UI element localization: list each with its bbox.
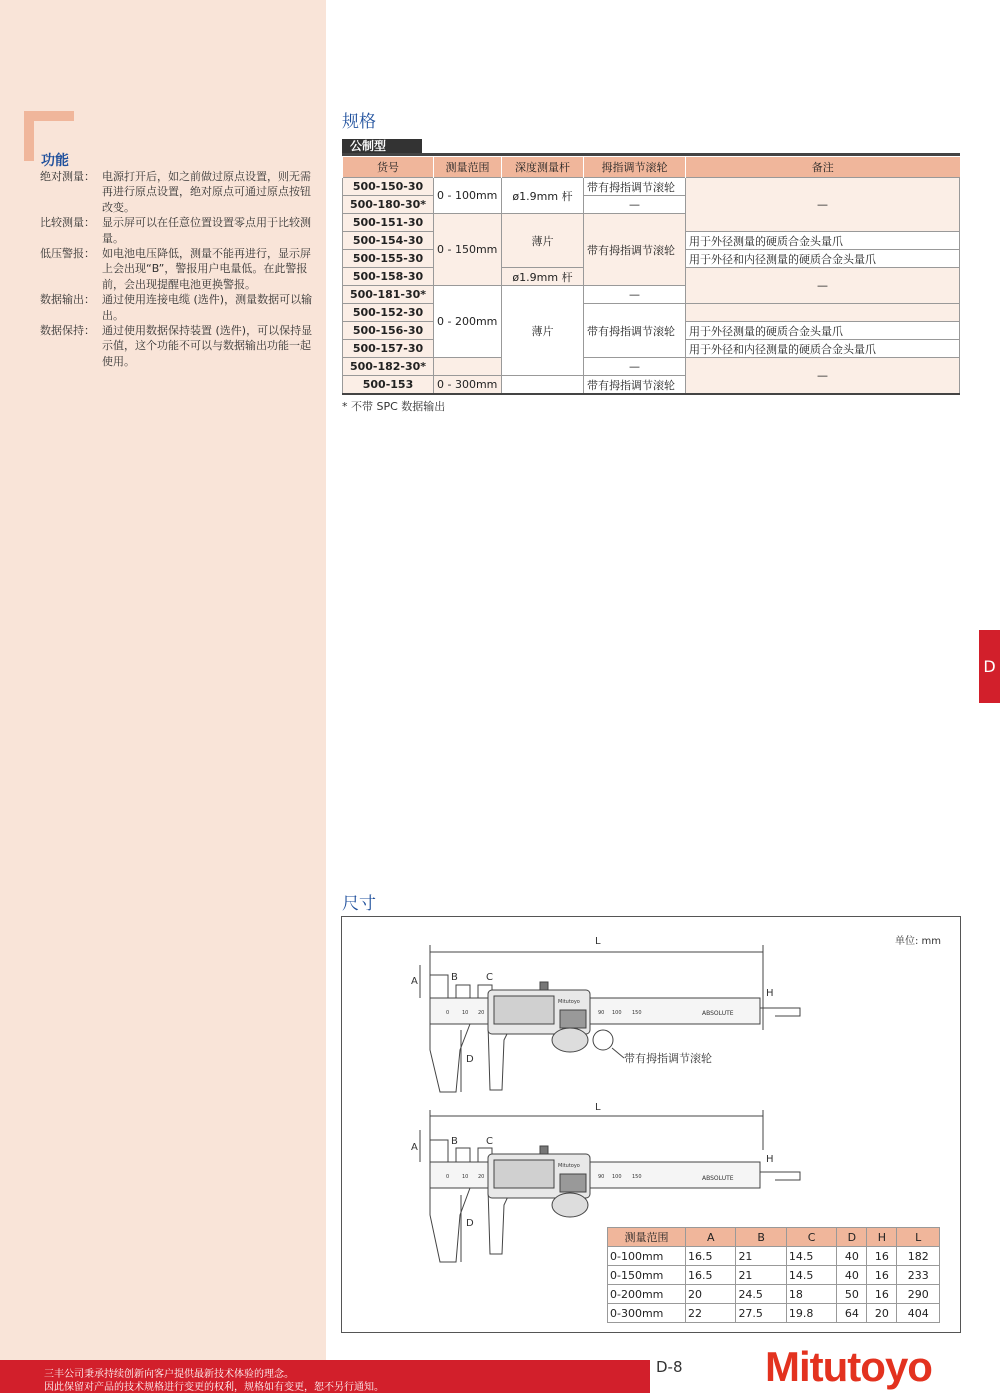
dim-label-H: H — [766, 1154, 774, 1165]
scale-label: 100 — [612, 1010, 622, 1016]
depth-cell: 薄片 — [502, 286, 584, 376]
dim-label-A: A — [411, 1142, 418, 1153]
column-header: 货号 — [343, 157, 434, 178]
table-row — [608, 1304, 940, 1323]
scale-label: 90 — [598, 1174, 605, 1180]
part-number: 500-150-30 — [343, 178, 434, 196]
table-cell: 40 — [837, 1266, 867, 1285]
thumb-cell: 带有拇指调节滚轮 — [584, 178, 686, 196]
footer-line: 因此保留对产品的技术规格进行变更的权利，规格如有变更，恕不另行通知。 — [44, 1382, 384, 1393]
part-number: 500-155-30 — [343, 250, 434, 268]
part-number: 500-181-30* — [343, 286, 434, 304]
part-number: 500-154-30 — [343, 232, 434, 250]
brand-small: Mitutoyo — [558, 1163, 580, 1169]
dim-label-D: D — [466, 1218, 474, 1229]
column-header: A — [686, 1228, 736, 1247]
absolute-label: ABSOLUTE — [702, 1175, 734, 1182]
remark-cell: 用于外径测量的硬质合金头量爪 — [686, 232, 960, 250]
table-cell: 290 — [897, 1285, 940, 1304]
brand-logo: Mitutoyo — [765, 1343, 932, 1390]
footer-text — [44, 1368, 384, 1394]
table-cell: 0-300mm — [608, 1304, 686, 1323]
part-number: 500-158-30 — [343, 268, 434, 286]
dim-label-C: C — [486, 972, 493, 983]
table-cell: 19.8 — [786, 1304, 836, 1323]
table-cell: 16 — [867, 1266, 897, 1285]
column-header: 测量范围 — [608, 1228, 686, 1247]
table-cell: 182 — [897, 1247, 940, 1266]
function-text: 如电池电压降低，测量不能再进行，显示屏上会出现“B”，警报用户电量低。在此警报前，会出现提醒电池更换警报。 — [102, 247, 311, 291]
remark-cell: 用于外径和内径测量的硬质合金头量爪 — [686, 340, 960, 358]
thumb-cell: 带有拇指调节滚轮 — [584, 214, 686, 286]
function-text: 通过使用数据保持装置 (选件)，可以保持显示值，这个功能不可以与数据输出功能一起使用。 — [102, 324, 313, 368]
part-number: 500-152-30 — [343, 304, 434, 322]
caliper-drawing-top — [420, 945, 800, 1092]
scale-label: 20 — [478, 1010, 485, 1016]
range-cell: 0 - 200mm — [434, 286, 502, 358]
table-cell: 22 — [686, 1304, 736, 1323]
scale-label: 10 — [462, 1174, 469, 1180]
table-cell: 21 — [736, 1266, 786, 1285]
function-text: 通过使用连接电缆 (选件)，测量数据可以输出。 — [102, 293, 313, 322]
table-cell: 27.5 — [736, 1304, 786, 1323]
table-cell: 16 — [867, 1285, 897, 1304]
part-number: 500-151-30 — [343, 214, 434, 232]
dim-label-L: L — [595, 1102, 601, 1113]
column-header: 备注 — [686, 157, 960, 178]
part-number: 500-153 — [343, 376, 434, 395]
column-header: 拇指调节滚轮 — [584, 157, 686, 178]
function-text: 电源打开后，如之前做过原点设置，则无需再进行原点设置，绝对原点可通过原点按钮改变。 — [102, 170, 311, 214]
table-cell: 16.5 — [686, 1247, 736, 1266]
table-row — [608, 1247, 940, 1266]
table-cell: 18 — [786, 1285, 836, 1304]
dim-label-H: H — [766, 988, 774, 999]
column-header: H — [867, 1228, 897, 1247]
scale-label: 20 — [478, 1174, 485, 1180]
table-cell: 16.5 — [686, 1266, 736, 1285]
dim-label-B: B — [451, 972, 458, 983]
table-cell: 50 — [837, 1285, 867, 1304]
dim-label-C: C — [486, 1136, 493, 1147]
remark-cell: — — [686, 358, 960, 395]
remark-cell: 用于外径和内径测量的硬质合金头量爪 — [686, 250, 960, 268]
thumb-cell: — — [584, 358, 686, 376]
table-cell: 14.5 — [786, 1266, 836, 1285]
dim-label-A: A — [411, 976, 418, 987]
thumb-cell: — — [584, 286, 686, 304]
range-cell: 0 - 150mm — [434, 214, 502, 286]
brand-small: Mitutoyo — [558, 999, 580, 1005]
table-header-row — [608, 1228, 940, 1247]
part-number: 500-180-30* — [343, 196, 434, 214]
table-cell: 0-200mm — [608, 1285, 686, 1304]
column-header: D — [837, 1228, 867, 1247]
remark-cell: — — [686, 178, 960, 232]
table-cell: 14.5 — [786, 1247, 836, 1266]
table-row — [608, 1266, 940, 1285]
dim-label-B: B — [451, 1136, 458, 1147]
table-row — [608, 1285, 940, 1304]
scale-label: 10 — [462, 1010, 469, 1016]
part-number: 500-182-30* — [343, 358, 434, 376]
function-label: 数据输出： — [40, 293, 95, 307]
column-header: 深度测量杆 — [502, 157, 584, 178]
dimensions-table — [607, 1227, 940, 1323]
table-cell: 0-150mm — [608, 1266, 686, 1285]
column-header: L — [897, 1228, 940, 1247]
column-header: C — [786, 1228, 836, 1247]
dimensions-title: 尺寸 — [342, 894, 376, 914]
scale-label: 150 — [632, 1010, 642, 1016]
thumb-cell: — — [584, 196, 686, 214]
scale-label: 0 — [446, 1010, 450, 1016]
table-cell: 21 — [736, 1247, 786, 1266]
column-header: 测量范围 — [434, 157, 502, 178]
depth-cell: 薄片 — [502, 214, 584, 268]
table-cell: 0-100mm — [608, 1247, 686, 1266]
scale-label: 90 — [598, 1010, 605, 1016]
table-cell: 20 — [867, 1304, 897, 1323]
table-cell: 64 — [837, 1304, 867, 1323]
depth-cell: ø1.9mm 杆 — [502, 268, 584, 286]
scale-label: 150 — [632, 1174, 642, 1180]
scale-label: 0 — [446, 1174, 450, 1180]
table-cell: 16 — [867, 1247, 897, 1266]
part-number: 500-157-30 — [343, 340, 434, 358]
table-cell: 24.5 — [736, 1285, 786, 1304]
functions-title: 功能 — [41, 153, 69, 169]
thumb-roller-callout: 带有拇指调节滚轮 — [624, 1052, 712, 1065]
part-number: 500-156-30 — [343, 322, 434, 340]
range-cell: 0 - 100mm — [434, 178, 502, 214]
scale-label: 100 — [612, 1174, 622, 1180]
function-label: 比较测量： — [40, 216, 95, 230]
thumb-cell: 带有拇指调节滚轮 — [584, 376, 686, 395]
footer-line: 三丰公司秉承持续创新向客户提供最新技术体验的理念。 — [44, 1369, 294, 1380]
remark-cell: 用于外径测量的硬质合金头量爪 — [686, 322, 960, 340]
dim-label-L: L — [595, 936, 601, 947]
table-cell: 20 — [686, 1285, 736, 1304]
absolute-label: ABSOLUTE — [702, 1010, 734, 1017]
page-number: D-8 — [656, 1358, 683, 1376]
table-cell: 233 — [897, 1266, 940, 1285]
dim-label-D: D — [466, 1054, 474, 1065]
function-label: 低压警报： — [40, 247, 95, 261]
section-tab: D — [979, 630, 1000, 703]
function-text: 显示屏可以在任意位置设置零点用于比较测量。 — [102, 216, 311, 245]
thumb-cell: 带有拇指调节滚轮 — [584, 304, 686, 358]
unit-label: 单位: mm — [895, 936, 942, 947]
range-cell: 0 - 300mm — [434, 376, 502, 395]
function-label: 数据保持： — [40, 324, 95, 338]
function-label: 绝对测量： — [40, 170, 95, 183]
metric-tag: 公制型 — [342, 139, 422, 154]
table-cell: 404 — [897, 1304, 940, 1323]
remark-cell: — — [686, 268, 960, 304]
footnote: * 不带 SPC 数据输出 — [342, 400, 446, 413]
spec-title: 规格 — [342, 112, 376, 132]
column-header: B — [736, 1228, 786, 1247]
table-cell: 40 — [837, 1247, 867, 1266]
depth-cell: ø1.9mm 杆 — [502, 178, 584, 214]
